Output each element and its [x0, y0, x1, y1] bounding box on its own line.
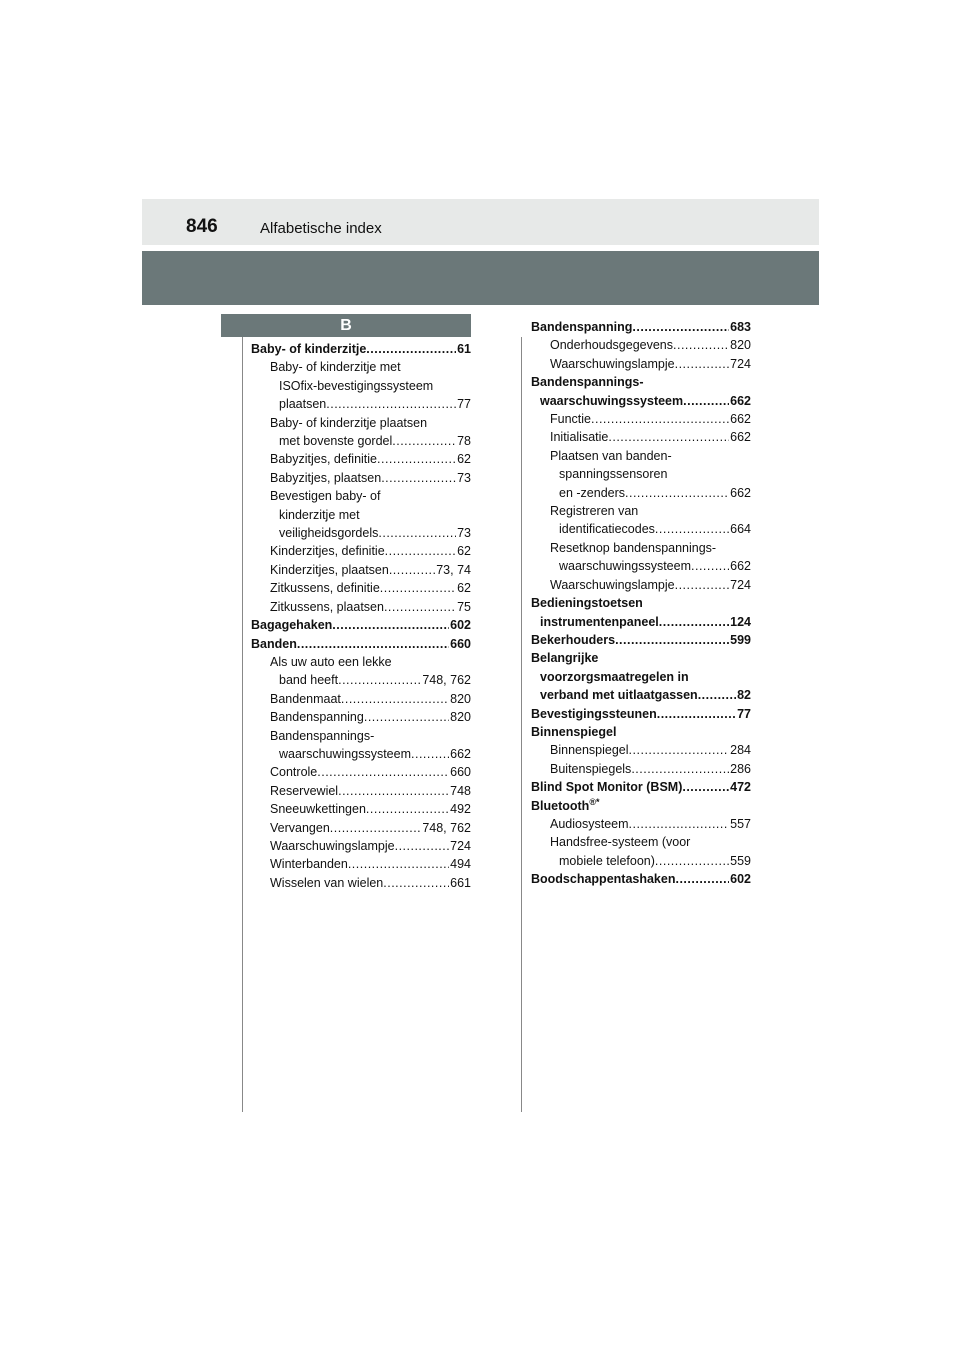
page-number: 846	[186, 216, 218, 237]
leader-dots	[629, 741, 730, 759]
left-column-rule	[242, 337, 243, 1112]
index-entry-text: Bevestigen baby- of	[270, 489, 381, 504]
index-entry	[251, 708, 471, 726]
index-entry-text: identificatiecodes	[559, 522, 655, 537]
leader-dots	[683, 392, 729, 410]
leader-dots	[380, 579, 456, 597]
leader-dots	[675, 576, 730, 594]
index-page-ref: 820	[450, 710, 471, 725]
index-page-ref: 748, 762	[422, 820, 471, 835]
leader-dots	[338, 671, 421, 689]
index-entry-text: Waarschuwingslampje	[550, 577, 675, 592]
index-entry-text: waarschuwingssysteem	[540, 393, 684, 408]
index-page-ref: 77	[457, 397, 471, 412]
index-column-left	[251, 340, 471, 892]
index-entry	[251, 635, 471, 653]
index-entry	[531, 870, 751, 888]
index-page-ref: 602	[730, 872, 751, 887]
leader-dots	[411, 745, 449, 763]
index-entry-text: Bevestigingssteunen	[531, 706, 657, 721]
index-entry-text: Binnenspiegel	[550, 743, 629, 758]
leader-dots	[698, 686, 736, 704]
index-entry-text: instrumentenpaneel	[540, 614, 659, 629]
index-entry	[531, 631, 751, 649]
index-entry-text: spanningssensoren	[559, 467, 668, 482]
index-entry-text: plaatsen	[279, 397, 327, 412]
index-entry-text: Plaatsen van banden-	[550, 448, 672, 463]
index-page-ref: 662	[730, 559, 751, 574]
page-title: Alfabetische index	[260, 220, 382, 237]
index-entry	[251, 819, 471, 837]
index-entry	[531, 447, 751, 502]
index-entry-text: Zitkussens, plaatsen	[270, 599, 384, 614]
index-entry-text: Resetknop bandenspannings-	[550, 540, 717, 555]
index-entry	[531, 778, 751, 796]
leader-dots	[381, 469, 456, 487]
leader-dots	[675, 355, 730, 373]
index-page-ref: 62	[457, 452, 471, 467]
index-page-ref: 724	[730, 356, 751, 371]
leader-dots	[383, 874, 449, 892]
index-page-ref: 472	[730, 780, 751, 795]
index-entry	[531, 649, 751, 704]
leader-dots	[326, 395, 456, 413]
index-entry	[251, 358, 471, 413]
index-page-ref: 62	[457, 544, 471, 559]
index-entry-text: Bandenspannings-	[531, 375, 644, 390]
index-entry-text: Bandenspannings-	[270, 728, 375, 743]
index-page-ref: 660	[450, 765, 471, 780]
index-entry-text: Onderhoudsgegevens	[550, 338, 674, 353]
index-entry-text: Bandenspanning	[270, 710, 364, 725]
index-entry-text: voorzorgsmaatregelen in	[540, 669, 689, 684]
leader-dots	[389, 561, 435, 579]
index-entry-text: Bandenspanning	[531, 320, 633, 334]
index-page-ref: 73	[457, 470, 471, 485]
index-page-ref: 748	[450, 783, 471, 798]
leader-dots	[364, 708, 449, 726]
index-entry	[531, 833, 751, 870]
index-entry-text: kinderzitje met	[279, 507, 360, 522]
index-page-ref: 662	[450, 746, 471, 761]
index-entry	[251, 690, 471, 708]
index-entry	[531, 539, 751, 576]
chapter-band	[142, 251, 819, 305]
index-entry-text: Bekerhouders	[531, 632, 616, 647]
index-entry-text: Boodschappentashaken	[531, 872, 676, 887]
index-entry-text: Audiosysteem	[550, 816, 629, 831]
registered-mark: ®*	[589, 796, 600, 807]
index-page-ref: 73, 74	[436, 562, 471, 577]
leader-dots	[631, 760, 729, 778]
index-entry-text: Bluetooth®*	[531, 796, 600, 813]
index-entry-text: band heeft	[279, 673, 339, 688]
leader-dots	[317, 763, 449, 781]
index-entry-text: Sneeuwkettingen	[270, 802, 366, 817]
leader-dots	[330, 819, 422, 837]
index-entry-text: Baby- of kinderzitje	[251, 342, 367, 356]
index-entry-text: Blind Spot Monitor (BSM)	[531, 780, 683, 795]
index-page-ref: 62	[457, 581, 471, 596]
index-entry-text: Belangrijke	[531, 651, 599, 666]
index-page-ref: 662	[730, 485, 751, 500]
index-entry-text: Baby- of kinderzitje met	[270, 360, 401, 375]
index-entry	[251, 763, 471, 781]
index-entry	[251, 561, 471, 579]
index-entry	[531, 594, 751, 631]
index-page-ref: 75	[457, 599, 471, 614]
index-entry-text: Wisselen van wielen	[270, 875, 384, 890]
index-entry	[251, 598, 471, 616]
leader-dots	[632, 318, 729, 336]
index-entry	[531, 797, 751, 815]
index-page-ref: 78	[457, 434, 471, 449]
leader-dots	[377, 450, 456, 468]
index-entry-text: mobiele telefoon)	[559, 853, 655, 868]
index-page-ref: 662	[730, 430, 751, 445]
index-entry	[531, 502, 751, 539]
index-page-ref: 557	[730, 816, 751, 831]
leader-dots	[608, 428, 729, 446]
index-page-ref: 284	[730, 743, 751, 758]
index-page-ref: 664	[730, 522, 751, 537]
leader-dots	[366, 800, 449, 818]
index-entry	[251, 340, 471, 358]
index-entry-text: Kinderzitjes, plaatsen	[270, 562, 389, 577]
index-entry	[531, 428, 751, 446]
leader-dots	[675, 870, 729, 888]
index-entry-text: Waarschuwingslampje	[550, 356, 675, 371]
index-entry-text: Waarschuwingslampje	[270, 838, 395, 853]
section-letter-tab: B	[221, 314, 471, 337]
leader-dots	[673, 336, 729, 354]
index-entry	[531, 705, 751, 723]
index-entry-text: Zitkussens, definitie	[270, 581, 380, 596]
index-entry	[531, 576, 751, 594]
index-entry-text: Babyzitjes, plaatsen	[270, 470, 382, 485]
index-entry-text: verband met uitlaatgassen	[540, 688, 698, 703]
index-column-right	[531, 318, 751, 889]
leader-dots	[682, 778, 729, 796]
index-entry-text: en -zenders	[559, 485, 626, 500]
index-entry-text: Buitenspiegels	[550, 761, 632, 776]
index-page-ref: 820	[450, 691, 471, 706]
index-entry	[251, 469, 471, 487]
index-entry-text: ISOfix-bevestigingssysteem	[279, 378, 434, 393]
right-column-rule	[521, 337, 522, 1112]
index-entry	[531, 741, 751, 759]
index-entry-text: Babyzitjes, definitie	[270, 452, 378, 467]
index-entry-text: veiligheidsgordels	[279, 526, 379, 541]
index-entry	[531, 815, 751, 833]
index-entry	[251, 450, 471, 468]
index-page-ref: 748, 762	[422, 673, 471, 688]
index-entry-text: Handsfree-systeem (voor	[550, 835, 691, 850]
leader-dots	[348, 855, 449, 873]
leader-dots	[395, 837, 450, 855]
index-entry-text: waarschuwingssysteem	[559, 559, 691, 574]
index-entry-text: met bovenste gordel	[279, 434, 393, 449]
index-entry	[251, 874, 471, 892]
index-entry	[531, 373, 751, 410]
index-page-ref: 820	[730, 338, 751, 353]
index-entry-text: Registreren van	[550, 504, 639, 519]
header-band	[142, 199, 819, 245]
index-entry	[251, 579, 471, 597]
leader-dots	[392, 432, 456, 450]
index-page-ref: 559	[730, 853, 751, 868]
leader-dots	[341, 690, 449, 708]
index-entry-text: Reservewiel	[270, 783, 339, 798]
index-entry	[531, 410, 751, 428]
index-entry	[251, 414, 471, 451]
index-entry-text: Functie	[550, 412, 591, 427]
leader-dots	[629, 815, 730, 833]
index-entry	[531, 336, 751, 354]
index-entry-text: Initialisatie	[550, 430, 609, 445]
leader-dots	[332, 616, 449, 634]
index-entry-text: Als uw auto een lekke	[270, 654, 392, 669]
index-entry	[531, 318, 751, 336]
index-entry-text: Binnenspiegel	[531, 724, 617, 739]
index-page-ref: 77	[737, 706, 751, 721]
leader-dots	[366, 340, 456, 358]
index-entry	[251, 800, 471, 818]
leader-dots	[625, 484, 729, 502]
index-entry-text: Vervangen	[270, 820, 330, 835]
index-entry-text: Kinderzitjes, definitie	[270, 544, 385, 559]
index-entry	[251, 487, 471, 542]
leader-dots	[615, 631, 729, 649]
index-entry-text: Bagagehaken	[251, 618, 333, 633]
leader-dots	[591, 410, 729, 428]
leader-dots	[297, 635, 449, 653]
leader-dots	[655, 852, 729, 870]
index-entry	[531, 723, 751, 741]
index-page-ref: 61	[457, 342, 471, 356]
index-entry-text: Bedieningstoetsen	[531, 596, 643, 611]
index-entry-text: Controle	[270, 765, 318, 780]
index-page-ref: 724	[450, 838, 471, 853]
index-entry	[251, 616, 471, 634]
index-page-ref: 662	[730, 412, 751, 427]
leader-dots	[657, 705, 736, 723]
index-entry-text: waarschuwingssysteem	[279, 746, 411, 761]
leader-dots	[659, 613, 729, 631]
leader-dots	[385, 542, 456, 560]
index-entry-text: Bandenmaat	[270, 691, 341, 706]
leader-dots	[655, 520, 729, 538]
index-page-ref: 599	[730, 632, 751, 647]
index-page-ref: 494	[450, 857, 471, 872]
index-page-ref: 73	[457, 526, 471, 541]
index-page-ref: 286	[730, 761, 751, 776]
index-entry-text: Baby- of kinderzitje plaatsen	[270, 415, 428, 430]
leader-dots	[378, 524, 456, 542]
index-page-ref: 662	[730, 393, 751, 408]
index-entry	[251, 542, 471, 560]
index-page-ref: 683	[730, 320, 751, 334]
index-entry	[251, 782, 471, 800]
index-entry	[251, 727, 471, 764]
index-page-ref: 661	[450, 875, 471, 890]
leader-dots	[691, 557, 729, 575]
index-entry	[531, 355, 751, 373]
index-page-ref: 602	[450, 618, 471, 633]
index-entry	[251, 837, 471, 855]
index-entry-text: Winterbanden	[270, 857, 348, 872]
index-entry	[251, 653, 471, 690]
index-entry	[251, 855, 471, 873]
index-page-ref: 660	[450, 636, 471, 651]
index-page-ref: 124	[730, 614, 751, 629]
leader-dots	[384, 598, 456, 616]
index-entry	[531, 760, 751, 778]
index-entry-text: Banden	[251, 636, 297, 651]
leader-dots	[338, 782, 449, 800]
index-page-ref: 492	[450, 802, 471, 817]
index-page-ref: 724	[730, 577, 751, 592]
index-page-ref: 82	[737, 688, 751, 703]
